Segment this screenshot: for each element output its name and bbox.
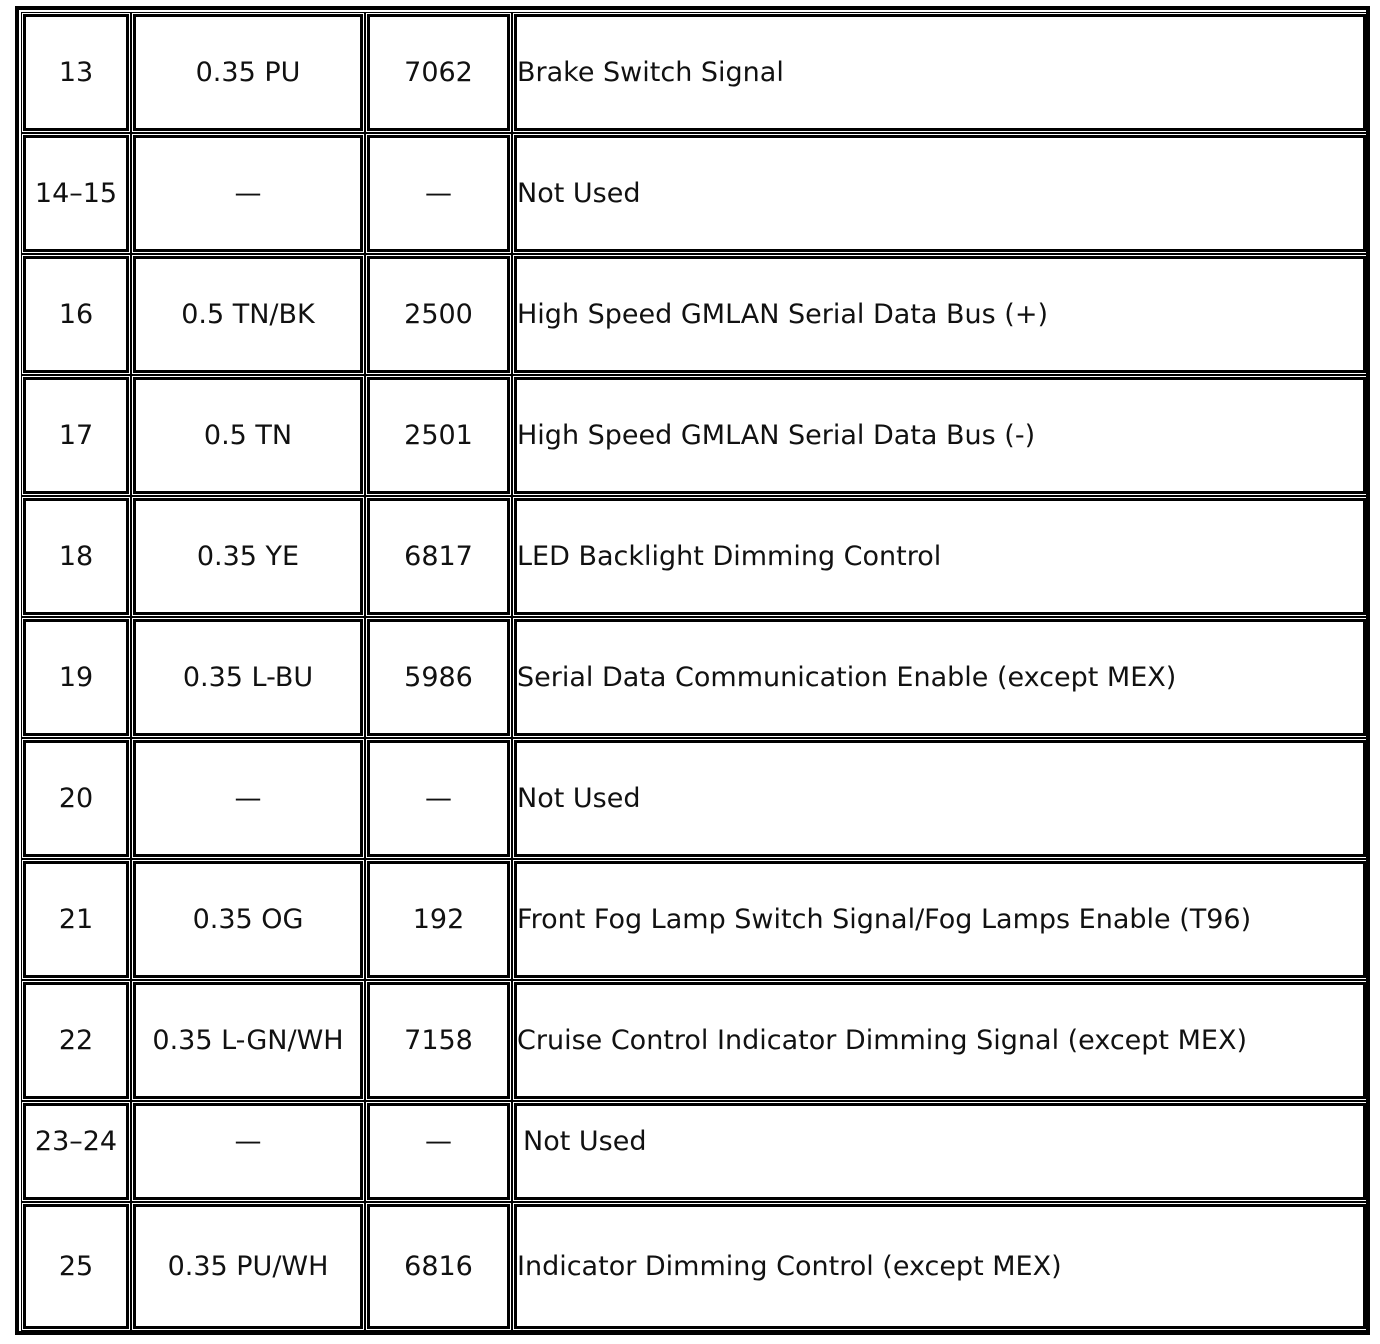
circuit-cell: 6816 <box>367 1204 510 1329</box>
pin-cell: 19 <box>23 619 129 736</box>
wire-cell: 0.35 PU/WH <box>133 1204 363 1329</box>
wire-cell: 0.35 YE <box>133 498 363 615</box>
wire-cell: 0.5 TN/BK <box>133 256 363 373</box>
wire-cell: — <box>133 1103 363 1200</box>
circuit-cell: 192 <box>367 861 510 978</box>
pin-cell: 22 <box>23 982 129 1099</box>
table-row <box>23 135 1366 252</box>
pin-cell: 23–24 <box>23 1103 129 1200</box>
connector-pinout-table <box>19 10 1370 1333</box>
circuit-cell: 7158 <box>367 982 510 1099</box>
circuit-cell: 2500 <box>367 256 510 373</box>
circuit-cell: 5986 <box>367 619 510 736</box>
pin-cell: 20 <box>23 740 129 857</box>
function-cell: Not Used <box>514 135 1366 252</box>
circuit-cell: 2501 <box>367 377 510 494</box>
circuit-cell: — <box>367 135 510 252</box>
table-row <box>23 14 1366 131</box>
function-cell: High Speed GMLAN Serial Data Bus (-) <box>514 377 1366 494</box>
table-row <box>23 377 1366 494</box>
table-row <box>23 740 1366 857</box>
wire-cell: — <box>133 135 363 252</box>
wire-cell: 0.35 L-BU <box>133 619 363 736</box>
table-row <box>23 861 1366 978</box>
function-cell: Serial Data Communication Enable (except MEX) <box>514 619 1366 736</box>
table-row <box>23 256 1366 373</box>
function-cell: Not Used <box>514 740 1366 857</box>
function-cell: LED Backlight Dimming Control <box>514 498 1366 615</box>
wire-cell: 0.35 L-GN/WH <box>133 982 363 1099</box>
wire-cell: — <box>133 740 363 857</box>
function-cell: Cruise Control Indicator Dimming Signal (except MEX) <box>514 982 1366 1099</box>
function-cell: High Speed GMLAN Serial Data Bus (+) <box>514 256 1366 373</box>
pin-cell: 18 <box>23 498 129 615</box>
table-row <box>23 1103 1366 1200</box>
circuit-cell: 6817 <box>367 498 510 615</box>
circuit-cell: — <box>367 1103 510 1200</box>
function-cell: Indicator Dimming Control (except MEX) <box>514 1204 1366 1329</box>
table-row <box>23 498 1366 615</box>
function-cell: Not Used <box>514 1103 1366 1200</box>
table-row <box>23 1204 1366 1329</box>
wire-cell: 0.35 PU <box>133 14 363 131</box>
circuit-cell: 7062 <box>367 14 510 131</box>
table-row <box>23 619 1366 736</box>
pin-cell: 14–15 <box>23 135 129 252</box>
pin-cell: 21 <box>23 861 129 978</box>
pin-cell: 17 <box>23 377 129 494</box>
table-row <box>23 982 1366 1099</box>
wire-cell: 0.35 OG <box>133 861 363 978</box>
wire-cell: 0.5 TN <box>133 377 363 494</box>
pin-cell: 16 <box>23 256 129 373</box>
function-cell: Front Fog Lamp Switch Signal/Fog Lamps Enable (T96) <box>514 861 1366 978</box>
function-cell: Brake Switch Signal <box>514 14 1366 131</box>
pin-cell: 25 <box>23 1204 129 1329</box>
circuit-cell: — <box>367 740 510 857</box>
pin-cell: 13 <box>23 14 129 131</box>
